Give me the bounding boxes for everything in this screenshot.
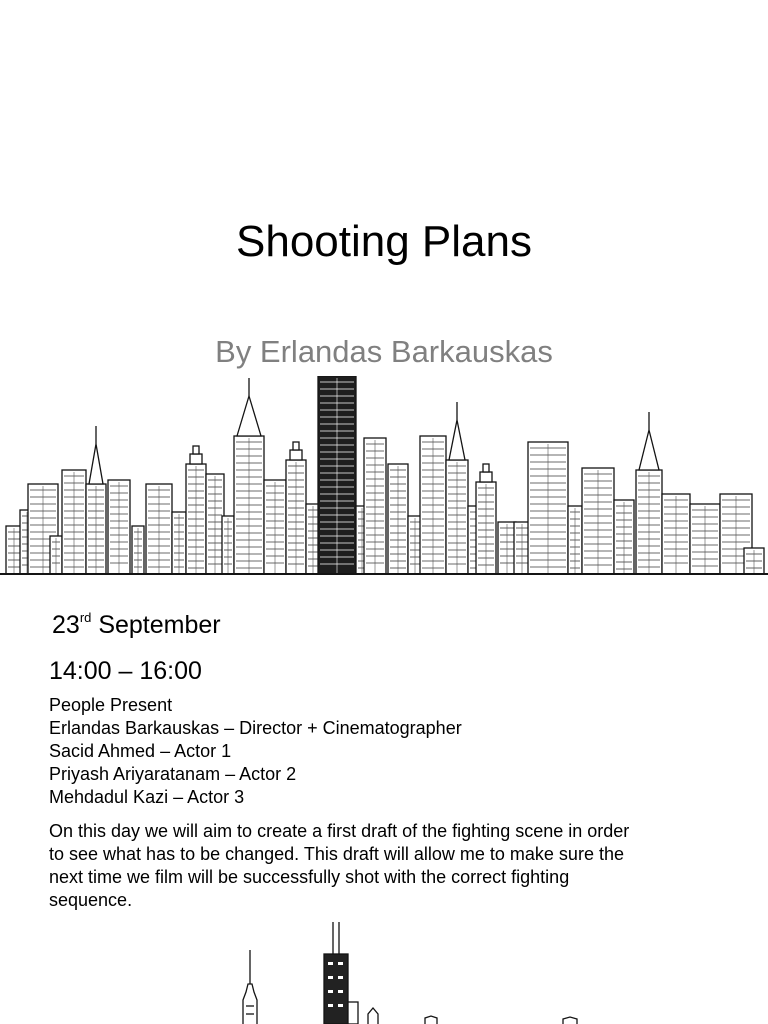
person-item: Priyash Ariyaratanam – Actor 2 xyxy=(49,764,297,784)
slide-title: Shooting Plans xyxy=(236,217,532,266)
shoot-time: 14:00 – 16:00 xyxy=(49,657,202,685)
date-month: September xyxy=(98,611,221,639)
person-item: Mehdadul Kazi – Actor 3 xyxy=(49,787,245,807)
date-day: 23 xyxy=(52,611,80,639)
person-item: Sacid Ahmed – Actor 1 xyxy=(49,741,232,761)
person-item: Erlandas Barkauskas – Director + Cinematographer xyxy=(49,718,462,738)
people-heading: People Present xyxy=(49,695,173,715)
date-suffix: rd xyxy=(79,610,92,625)
city-skyline-illustration xyxy=(0,922,768,1024)
slide-subtitle: By Erlandas Barkauskas xyxy=(215,334,553,369)
city-skyline-illustration xyxy=(0,376,768,576)
plan-paragraph: On this day we will aim to create a first draft of the fighting scene in order to see what has to be changed. This draft will allow me to make sure the next time we film will be successfully shot with the correct fighting sequence. xyxy=(49,821,630,910)
people-list xyxy=(49,694,462,809)
shoot-date xyxy=(52,609,221,641)
